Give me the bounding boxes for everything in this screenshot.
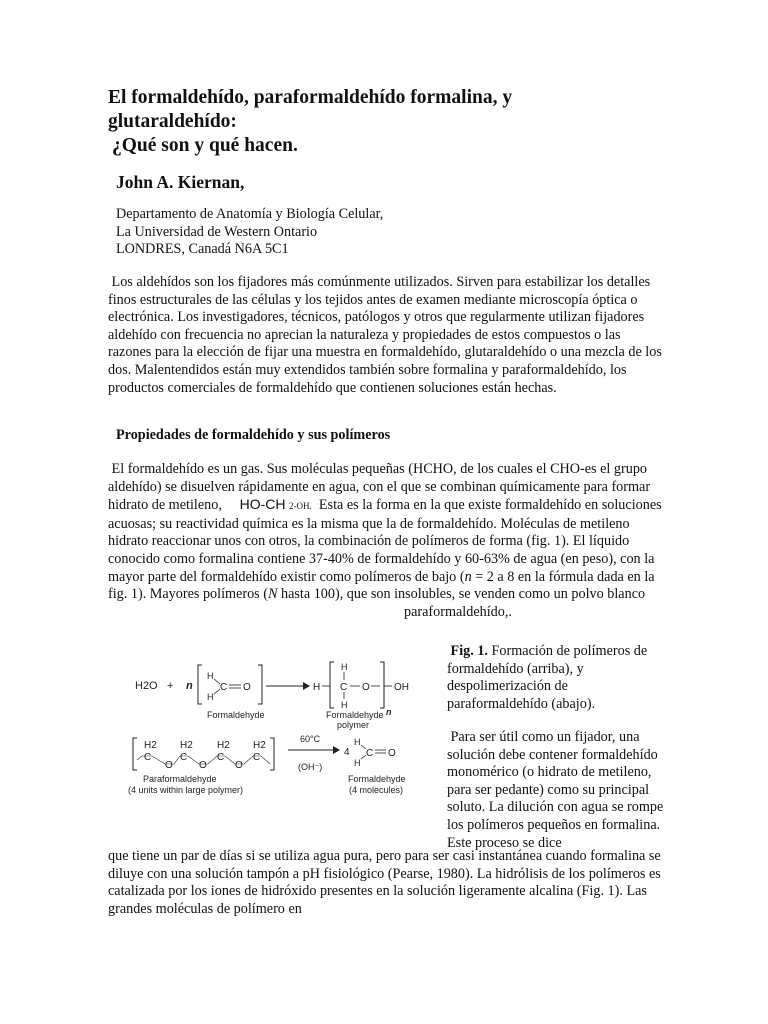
- temperature-condition: 60°C: [300, 734, 321, 744]
- atom-c: C: [220, 682, 228, 693]
- paraformaldehyde-label-1: Paraformaldehyde: [143, 774, 217, 784]
- figure-label: Fig. 1.: [450, 643, 488, 659]
- polymer-label-1: Formaldehyde: [326, 710, 384, 720]
- atom-h: H: [313, 682, 321, 693]
- para2-part3: = 2 a 8 en la fórmula dada en la fig. 1). Mayores polímeros (: [108, 568, 655, 603]
- product-label-1: Formaldehyde: [348, 774, 406, 784]
- para3-text: Para ser útil como un fijador, una solución debe contener formaldehído monomérico (o hidrato de metileno, para ser pedante) como su principal soluto. La dilución con agua se rompe los polímeros pequeños en formalina. Este proceso se dice: [447, 729, 664, 851]
- ch2-group: H2: [144, 740, 157, 751]
- properties-paragraph: [108, 461, 664, 621]
- atom-c: C: [253, 752, 261, 763]
- atom-h: H: [207, 692, 214, 702]
- affiliation-block: [116, 206, 383, 259]
- paraformaldehyde-label-2: (4 units within large polymer): [128, 785, 244, 795]
- ch2-group: H2: [217, 740, 230, 751]
- atom-c: C: [180, 752, 188, 763]
- atom-o: O: [199, 760, 207, 771]
- reaction-diagram: [108, 642, 438, 810]
- atom-h: H: [341, 700, 348, 710]
- atom-h: H: [207, 671, 214, 681]
- formaldehyde-label: Formaldehyde: [207, 710, 265, 720]
- n-subscript: n: [386, 707, 392, 717]
- plus-sign: +: [167, 680, 174, 692]
- right-bracket: [380, 662, 384, 708]
- right-bracket: [270, 738, 274, 770]
- n-variable: n: [464, 568, 472, 585]
- N-variable: N: [267, 586, 278, 603]
- para2-part2: Esta es la forma en la que existe formaldehído en soluciones acuosas; su reactividad química es la misma que la de formaldehído. Moléculas de metileno hidrato reaccionar unos con otros, la combinación de polímeros de forma (fig. 1). El líquido conocido como formalina contiene 37-40% de formaldehído y 60-63% de agua (en peso), con la mayor parte del formaldehído existir como polímeros de bajo (: [108, 497, 662, 585]
- polymer-label-2: polymer: [337, 720, 370, 730]
- coefficient-four: 4: [344, 747, 350, 758]
- para2-part4: hasta 100), que son insolubles, se venden como un polvo blanco: [277, 586, 646, 603]
- left-bracket: [330, 662, 334, 708]
- arrow-head: [333, 746, 340, 754]
- para2-part1: El formaldehído es un gas. Sus moléculas pequeñas (HCHO, de los cuales el CHO-es el grupo aldehído) se disuelven rápidamente en agua, con el que se combinan químicamente para formar hidrato de metileno,: [108, 461, 651, 514]
- atom-o: O: [243, 682, 251, 693]
- methylene-hydrate-formula: HO-CH: [239, 496, 286, 513]
- ch2-group: H2: [180, 740, 193, 751]
- left-bracket: [198, 665, 202, 704]
- section-heading: Propiedades de formaldehído y sus polímeros: [116, 427, 391, 443]
- atom-c: C: [340, 682, 348, 693]
- affiliation-line: La Universidad de Western Ontario: [116, 223, 318, 240]
- figure-1-diagram: [108, 642, 438, 810]
- water-formula: H2O: [135, 680, 158, 692]
- atom-o: O: [165, 760, 173, 771]
- fixative-paragraph: [447, 729, 669, 852]
- title-line-2: glutaraldehído:: [108, 111, 237, 132]
- figure-caption: [447, 643, 669, 713]
- hydrolysis-paragraph: [108, 848, 664, 918]
- para2-part5: paraformaldehído,.: [404, 603, 512, 620]
- atom-o: O: [388, 748, 396, 759]
- arrow-head: [303, 682, 310, 690]
- intro-paragraph: [108, 274, 664, 397]
- catalyst-condition: (OH⁻): [298, 762, 323, 772]
- atom-c: C: [217, 752, 225, 763]
- atom-h: H: [341, 662, 348, 672]
- affiliation-line: LONDRES, Canadá N6A 5C1: [116, 241, 289, 258]
- atom-h: H: [354, 758, 361, 768]
- left-bracket: [133, 738, 137, 770]
- atom-c: C: [366, 748, 374, 759]
- intro-text: Los aldehídos son los fijadores más comúnmente utilizados. Sirven para estabilizar los detalles finos estructurales de las células y los tejidos antes de examen mediante microscopía óptica o electrónica. Los investigadores, técnicos, patólogos y otros que regularmente utilizan fijadores aldehído con frecuencia no aprecian la naturaleza y propiedades de estos compuestos o las razones para la elección de fijar una muestra en formaldehído, glutaraldehído o una mezcla de los dos. Malentendidos están muy extendidos también sobre formalina y paraformaldehído, los productos comerciales de formaldehído que contienen soluciones están hechas.: [108, 274, 662, 396]
- figure-caption-text: Formación de polímeros de formaldehído (arriba), y despolimerización de paraformaldehído (abajo).: [447, 643, 648, 712]
- atom-o: O: [235, 760, 243, 771]
- atom-c: C: [144, 752, 152, 763]
- ch2-group: H2: [253, 740, 266, 751]
- n-coefficient: n: [186, 680, 193, 692]
- hydroxyl: OH: [394, 682, 409, 693]
- author-name: John A. Kiernan,: [116, 172, 245, 192]
- title-line-1: El formaldehído, paraformaldehído formalina, y: [108, 87, 513, 108]
- formula-subscript: 2-OH.: [289, 501, 312, 512]
- document-title: [108, 86, 668, 158]
- title-line-3: ¿Qué son y qué hacen.: [112, 135, 298, 156]
- product-label-2: (4 molecules): [349, 785, 404, 795]
- para4-text: que tiene un par de días si se utiliza agua pura, pero para ser casi instantánea cuando formalina se diluye con una solución tampón a pH fisiológico (Pearse, 1980). La hidrólisis de los polímeros es catalizada por los iones de hidróxido presentes en la solución ligeramente alcalina (Fig. 1). Las grandes moléculas de polímero en: [108, 848, 661, 917]
- atom-h: H: [354, 737, 361, 747]
- affiliation-line: Departamento de Anatomía y Biología Celular,: [116, 206, 384, 222]
- right-bracket: [258, 665, 262, 704]
- atom-o: O: [362, 682, 370, 693]
